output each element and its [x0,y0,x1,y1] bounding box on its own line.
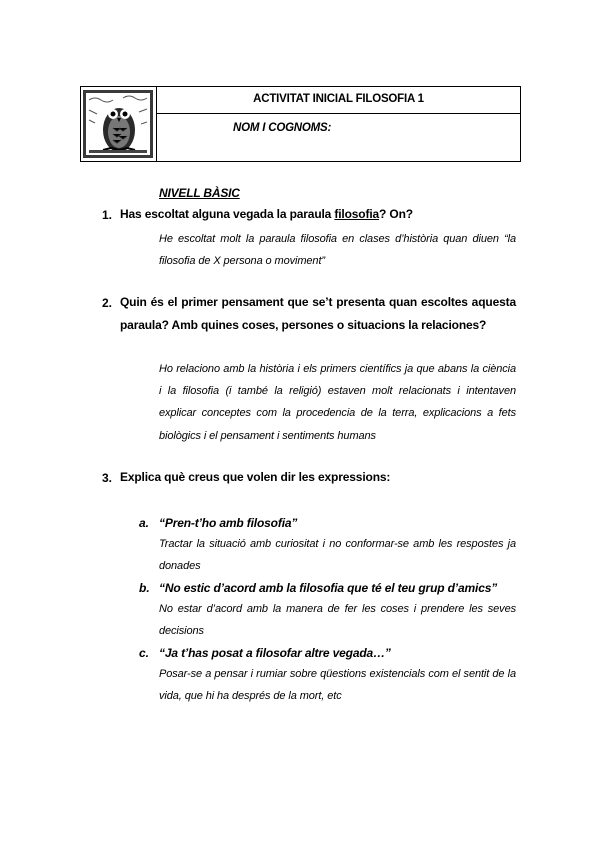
answer-2: Ho relaciono amb la història i els primers científics ja que abans la ciència i la filosofia (i també la religió) estaven molt relacionats i intentaven explicar conceptes com la procedencia de la terra, explicacions a fets biològics i el pensament i sentiments humans [159,363,516,442]
name-label: NOM I COGNOMS: [233,122,332,134]
question-1-number: 1. [102,208,113,222]
title-row [157,87,520,114]
item-a-letter: a. [139,516,150,530]
header-table [80,86,521,162]
document-title: ACTIVITAT INICIAL FILOSOFIA 1 [253,93,424,105]
item-b-letter: b. [139,581,150,595]
item-c-letter: c. [139,646,150,660]
question-3-number: 3. [102,471,113,485]
level-heading: NIVELL BÀSIC [159,186,240,200]
item-a-answer: Tractar la situació amb curiositat i no conformar-se amb les respostes ja donades [159,538,516,573]
question-2-number: 2. [102,296,113,310]
question-1-keyword: filosofia [334,207,380,221]
question-1-text-after: ? On? [379,207,413,221]
question-3-text: Explica què creus que volen dir les expressions: [120,470,391,484]
item-b-answer: No estar d’acord amb la manera de fer les coses i prendere les seves decisions [159,603,516,638]
question-1-text [120,203,516,226]
item-c-title: “Ja t’has posat a filosofar altre vegada…” [159,646,391,660]
item-a-title: “Pren-t’ho amb filosofia” [159,516,298,530]
logo-cell [81,87,157,161]
question-2-text: Quin és el primer pensament que se’t presenta quan escoltes aquesta paraula? Amb quines coses, persones o situacions la relaciones? [120,295,516,332]
owl-logo-icon [83,90,153,158]
item-b-title: “No estic d’acord amb la filosofia que té el teu grup d’amics” [159,581,498,595]
answer-1: He escoltat molt la paraula filosofia en clases d’història quan diuen “la filosofia de X persona o moviment” [159,233,516,268]
item-c-answer: Posar-se a pensar i rumiar sobre qüestions existencials com el sentit de la vida, que hi ha després de la mort, etc [159,668,516,703]
question-1-text-before: Has escoltat alguna vegada la paraula [120,207,335,221]
